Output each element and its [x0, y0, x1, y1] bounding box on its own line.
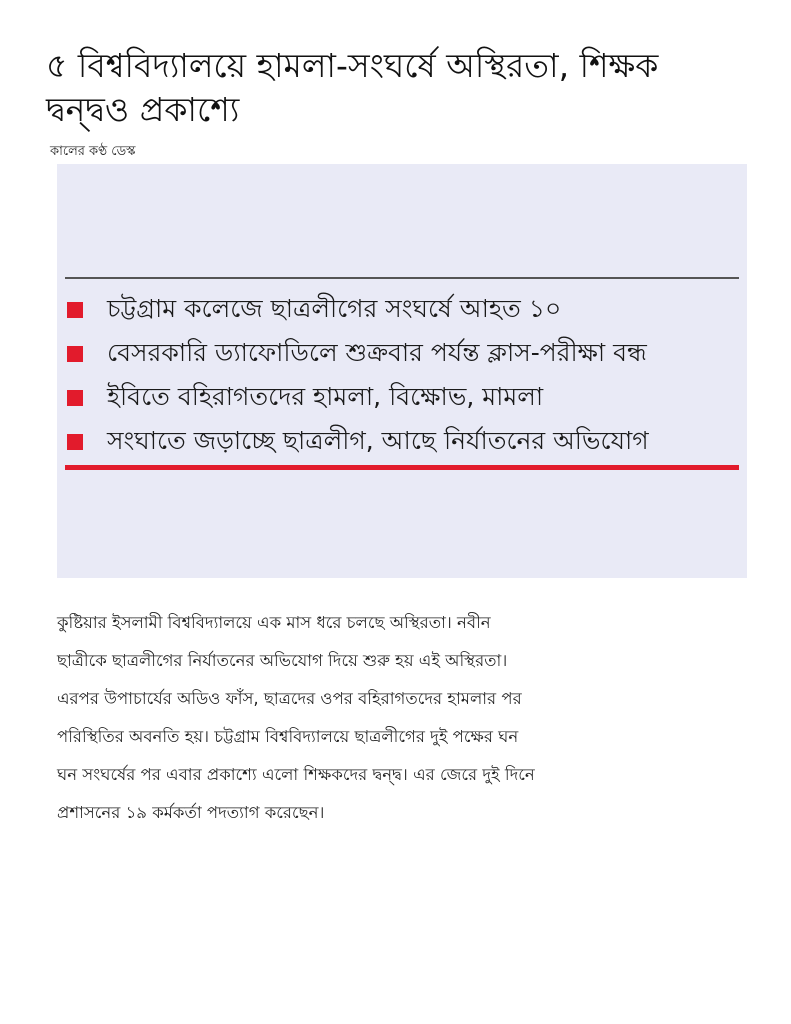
article-byline: কালের কণ্ঠ ডেস্ক: [50, 144, 136, 159]
square-bullet-icon: [67, 302, 83, 318]
summary-points: [57, 288, 747, 464]
summary-point: [57, 332, 747, 376]
summary-point-text: চট্টগ্রাম কলেজে ছাত্রলীগের সংঘর্ষে আহত ১০: [107, 293, 562, 323]
summary-point-text: ইবিতে বহিরাগতদের হামলা, বিক্ষোভ, মামলা: [107, 381, 544, 411]
summary-top-rule: [65, 277, 739, 279]
summary-point-text: সংঘাতে জড়াচ্ছে ছাত্রলীগ, আছে নির্যাতনের অভিযোগ: [107, 425, 649, 455]
summary-point: [57, 376, 747, 420]
summary-point: [57, 420, 747, 464]
square-bullet-icon: [67, 390, 83, 406]
summary-point: [57, 288, 747, 332]
article-headline: ৫ বিশ্ববিদ্যালয়ে হামলা-সংঘর্ষে অস্থিরতা, শিক্ষক দ্বন্দ্বও প্রকাশ্যে: [46, 46, 659, 129]
summary-box: [57, 164, 747, 578]
square-bullet-icon: [67, 346, 83, 362]
summary-point-text: বেসরকারি ড্যাফোডিলে শুক্রবার পর্যন্ত ক্লাস-পরীক্ষা বন্ধ: [107, 337, 647, 367]
square-bullet-icon: [67, 434, 83, 450]
article-body: কুষ্টিয়ার ইসলামী বিশ্ববিদ্যালয়ে এক মাস ধরে চলছে অস্থিরতা। নবীন ছাত্রীকে ছাত্রলীগের নির্যাতনের অভিযোগ দিয়ে শুরু হয় এই অস্থিরতা। এরপর উপাচার্যের অডিও ফাঁস, ছাত্রদের ওপর বহিরাগতদের হামলার পর পরিস্থিতির অবনতি হয়। চট্টগ্রাম বিশ্ববিদ্যালয়ে ছাত্রলীগের দুই পক্ষের ঘন ঘন সংঘর্ষের পর এবার প্রকাশ্যে এলো শিক্ষকদের দ্বন্দ্ব। এর জেরে দুই দিনে প্রশাসনের ১৯ কর্মকর্তা পদত্যাগ করেছেন।: [57, 613, 535, 822]
summary-bottom-rule: [65, 465, 739, 470]
